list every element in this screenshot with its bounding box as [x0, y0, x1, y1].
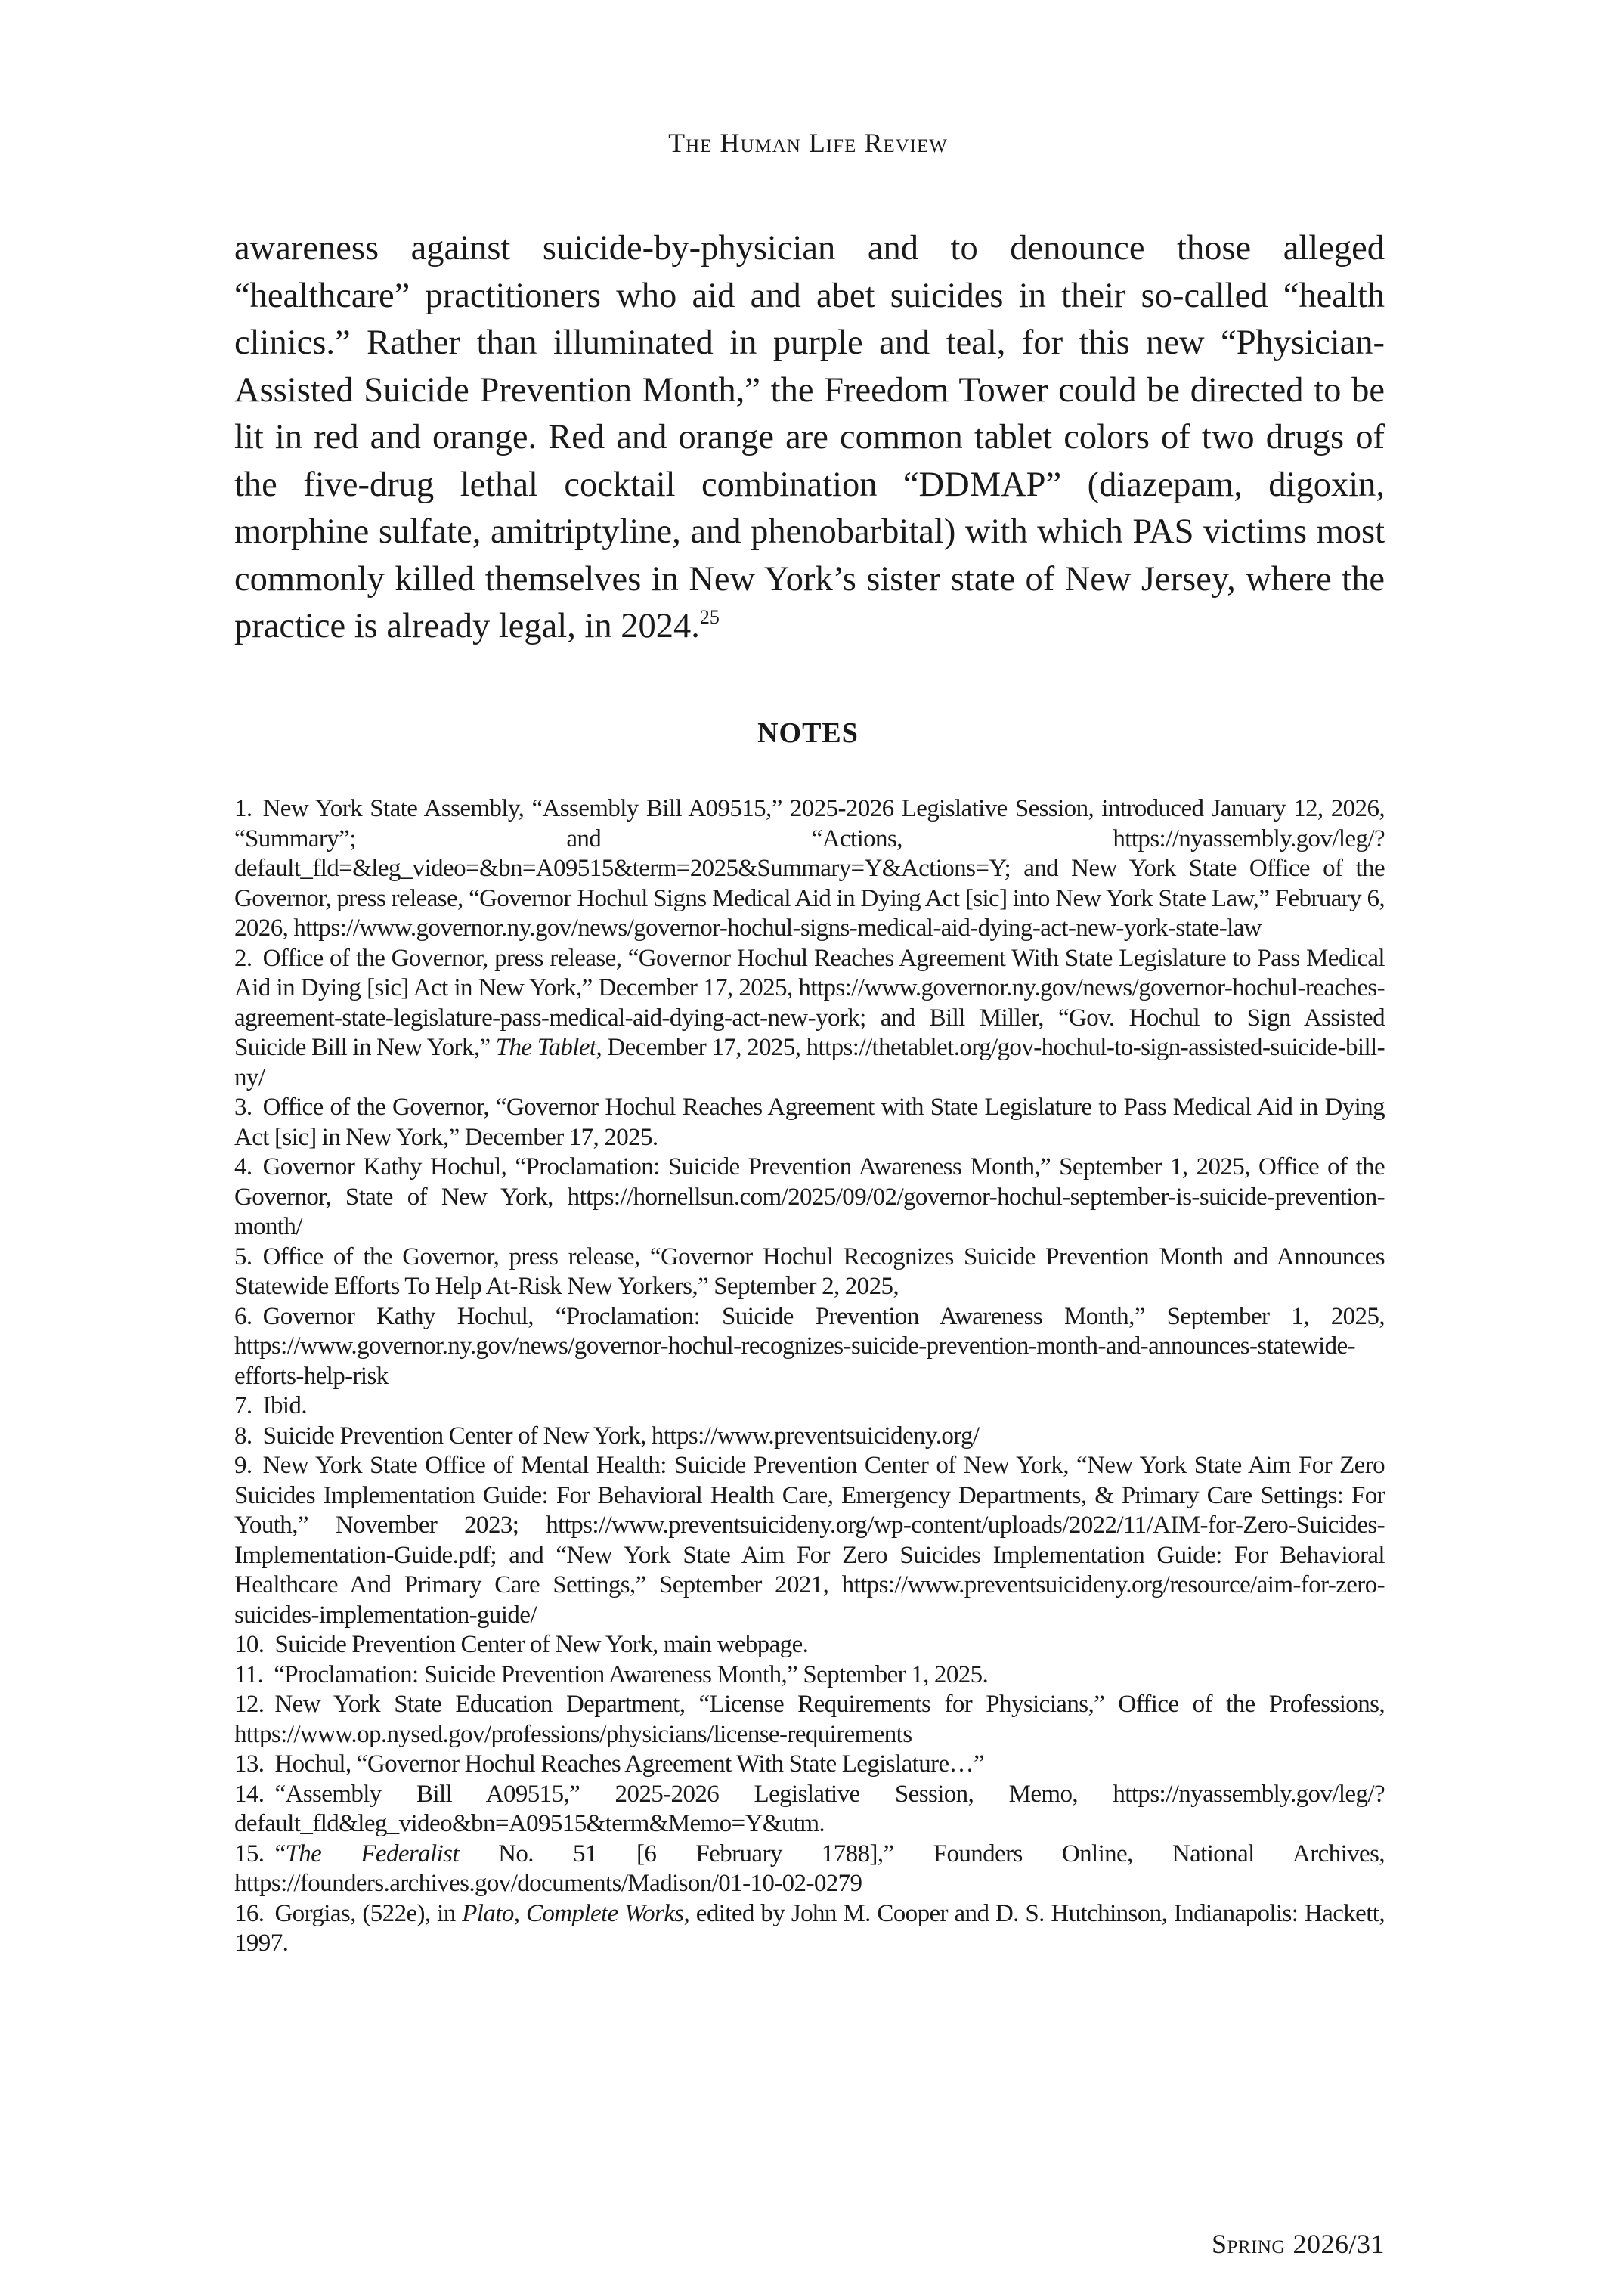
note-9 — [234, 1451, 1385, 1630]
note-italic-title: The Federalist — [285, 1840, 459, 1867]
note-number: 8. — [234, 1422, 252, 1450]
note-text: Hochul, “Governor Hochul Reaches Agreement With State Legislature…” — [274, 1750, 985, 1778]
note-italic-title: Plato, Complete Works — [462, 1899, 684, 1927]
note-text: Governor Kathy Hochul, “Proclamation: Suicide Prevention Awareness Month,” September 1, 2025, https://www.governor.ny.gov/news/governor-hochul-recognizes-suicide-prevention-month-and-announces-statewide-efforts-help-risk — [234, 1302, 1385, 1390]
note-13 — [234, 1750, 1385, 1780]
note-number: 10. — [234, 1631, 265, 1658]
note-text: New York State Office of Mental Health: Suicide Prevention Center of New York, “New York State Aim For Zero Suicides Implementation Guide: For Behavioral Health Care, Emergency Departments, & Primary Care Settings: For Youth,” November 2023; https://www.preventsuicideny.org/wp-content/uploads/2022/11/AIM-for-Zero-Suicides-Implementation-Guide.pdf; and “New York State Aim For Zero Suicides Implementation Guide: For Behavioral Healthcare And Primary Care Settings,” September 2021, https://www.preventsuicideny.org/resource/aim-for-zero-suicides-implementation-guide/ — [234, 1452, 1385, 1629]
note-number: 14. — [234, 1780, 265, 1808]
note-text-after: No. 51 [6 February 1788],” Founders Online, National Archives, https://founders.archives.gov/documents/Madison/01-10-02-0279 — [234, 1840, 1385, 1897]
note-text: New York State Assembly, “Assembly Bill A09515,” 2025-2026 Legislative Session, introduced January 12, 2026, “Summary”; and “Actions, https://nyassembly.gov/leg/?default_fld=&leg_video=&bn=A09515&term=2025&Summary=Y&Actions=Y; and New York State Office of the Governor, press release, “Governor Hochul Signs Medical Aid in Dying Act [sic] into New York State Law,” February 6, 2026, https://www.governor.ny.gov/news/governor-hochul-signs-medical-aid-dying-act-new-york-state-law — [234, 795, 1385, 942]
note-5 — [234, 1242, 1385, 1302]
body-paragraph-text: awareness against suicide-by-physician and to denounce those alleged “healthcare” practitioners who aid and abet suicides in their so-called “health clinics.” Rather than illuminated in purple and teal, for this new “Physician-Assisted Suicide Prevention Month,” the Freedom Tower could be directed to be lit in red and orange. Red and orange are common tablet colors of two drugs of the five-drug lethal cocktail combination “DDMAP” (diazepam, digoxin, morphine sulfate, amitriptyline, and phenobarbital) with which PAS victims most commonly killed themselves in New York’s sister state of New Jersey, where the practice is already legal, in 2024. — [234, 229, 1385, 645]
note-text: New York State Education Department, “License Requirements for Physicians,” Office of the Professions, https://www.op.nysed.gov/professions/physicians/license-requirements — [234, 1691, 1385, 1748]
note-number: 7. — [234, 1392, 252, 1419]
note-text: Gorgias, (522e), in — [274, 1899, 463, 1927]
note-text: Office of the Governor, press release, “Governor Hochul Reaches Agreement With State Legislature to Pass Medical Aid in Dying [sic] Act in New York,” December 17, 2025, https://www.governor.ny.gov/news/governor-hochul-reaches-agreement-state-legislature-pass-medical-aid-dying-act-new-york; and Bill Miller, “Gov. Hochul to Sign Assisted Suicide Bill in New York,” — [234, 944, 1385, 1061]
note-number: 12. — [234, 1691, 265, 1718]
note-number: 5. — [234, 1242, 252, 1270]
notes-heading: NOTES — [757, 717, 859, 749]
note-text: “Assembly Bill A09515,” 2025-2026 Legislative Session, Memo, https://nyassembly.gov/leg/?default_fld&leg_video&bn=A09515&term&Memo=Y&utm. — [234, 1780, 1385, 1837]
note-number: 15. — [234, 1840, 265, 1867]
note-number: 16. — [234, 1899, 265, 1927]
note-12 — [234, 1690, 1385, 1750]
note-text: Ibid. — [262, 1392, 307, 1419]
note-text: Office of the Governor, press release, “Governor Hochul Recognizes Suicide Prevention Month and Announces Statewide Efforts To Help At-Risk New Yorkers,” September 2, 2025, — [234, 1242, 1385, 1300]
note-number: 4. — [234, 1153, 252, 1180]
note-text: “Proclamation: Suicide Prevention Awareness Month,” September 1, 2025. — [274, 1660, 989, 1688]
note-10 — [234, 1630, 1385, 1660]
note-1 — [234, 794, 1385, 944]
note-11 — [234, 1660, 1385, 1691]
note-number: 6. — [234, 1302, 252, 1330]
note-text-after: , December 17, 2025, https://thetablet.org/gov-hochul-to-sign-assisted-suicide-bill-ny/ — [234, 1034, 1385, 1091]
note-italic-title: The Tablet — [495, 1034, 596, 1061]
note-number: 11. — [234, 1660, 264, 1688]
note-text-after: , edited by John M. Cooper and D. S. Hutchinson, Indianapolis: Hackett, 1997. — [234, 1899, 1385, 1957]
note-text: Office of the Governor, “Governor Hochul Reaches Agreement with State Legislature to Pass Medical Aid in Dying Act [sic] in New York,” December 17, 2025. — [234, 1094, 1385, 1151]
note-14 — [234, 1780, 1385, 1840]
note-2 — [234, 944, 1385, 1094]
page-folio: Spring 2026/31 — [1211, 2229, 1385, 2259]
note-number: 3. — [234, 1094, 252, 1121]
note-number: 9. — [234, 1452, 252, 1479]
body-paragraph — [234, 225, 1385, 651]
note-text: Suicide Prevention Center of New York, https://www.preventsuicideny.org/ — [262, 1422, 980, 1450]
note-16 — [234, 1899, 1385, 1959]
footnote-reference[interactable]: 25 — [699, 606, 720, 628]
note-4 — [234, 1153, 1385, 1242]
note-6 — [234, 1302, 1385, 1392]
note-text-before: “ — [274, 1840, 286, 1867]
note-7 — [234, 1391, 1385, 1422]
note-text: Governor Kathy Hochul, “Proclamation: Suicide Prevention Awareness Month,” September 1, 2025, Office of the Governor, State of New York, https://hornellsun.com/2025/09/02/governor-hochul-september-is-suicide-prevention-month/ — [234, 1153, 1385, 1240]
running-head: The Human Life Review — [668, 128, 948, 158]
note-number: 13. — [234, 1750, 265, 1778]
note-text: Suicide Prevention Center of New York, main webpage. — [274, 1631, 809, 1658]
note-8 — [234, 1422, 1385, 1452]
notes-list — [234, 794, 1385, 1959]
note-15 — [234, 1840, 1385, 1899]
note-3 — [234, 1093, 1385, 1153]
note-number: 2. — [234, 944, 252, 972]
note-number: 1. — [234, 795, 252, 822]
